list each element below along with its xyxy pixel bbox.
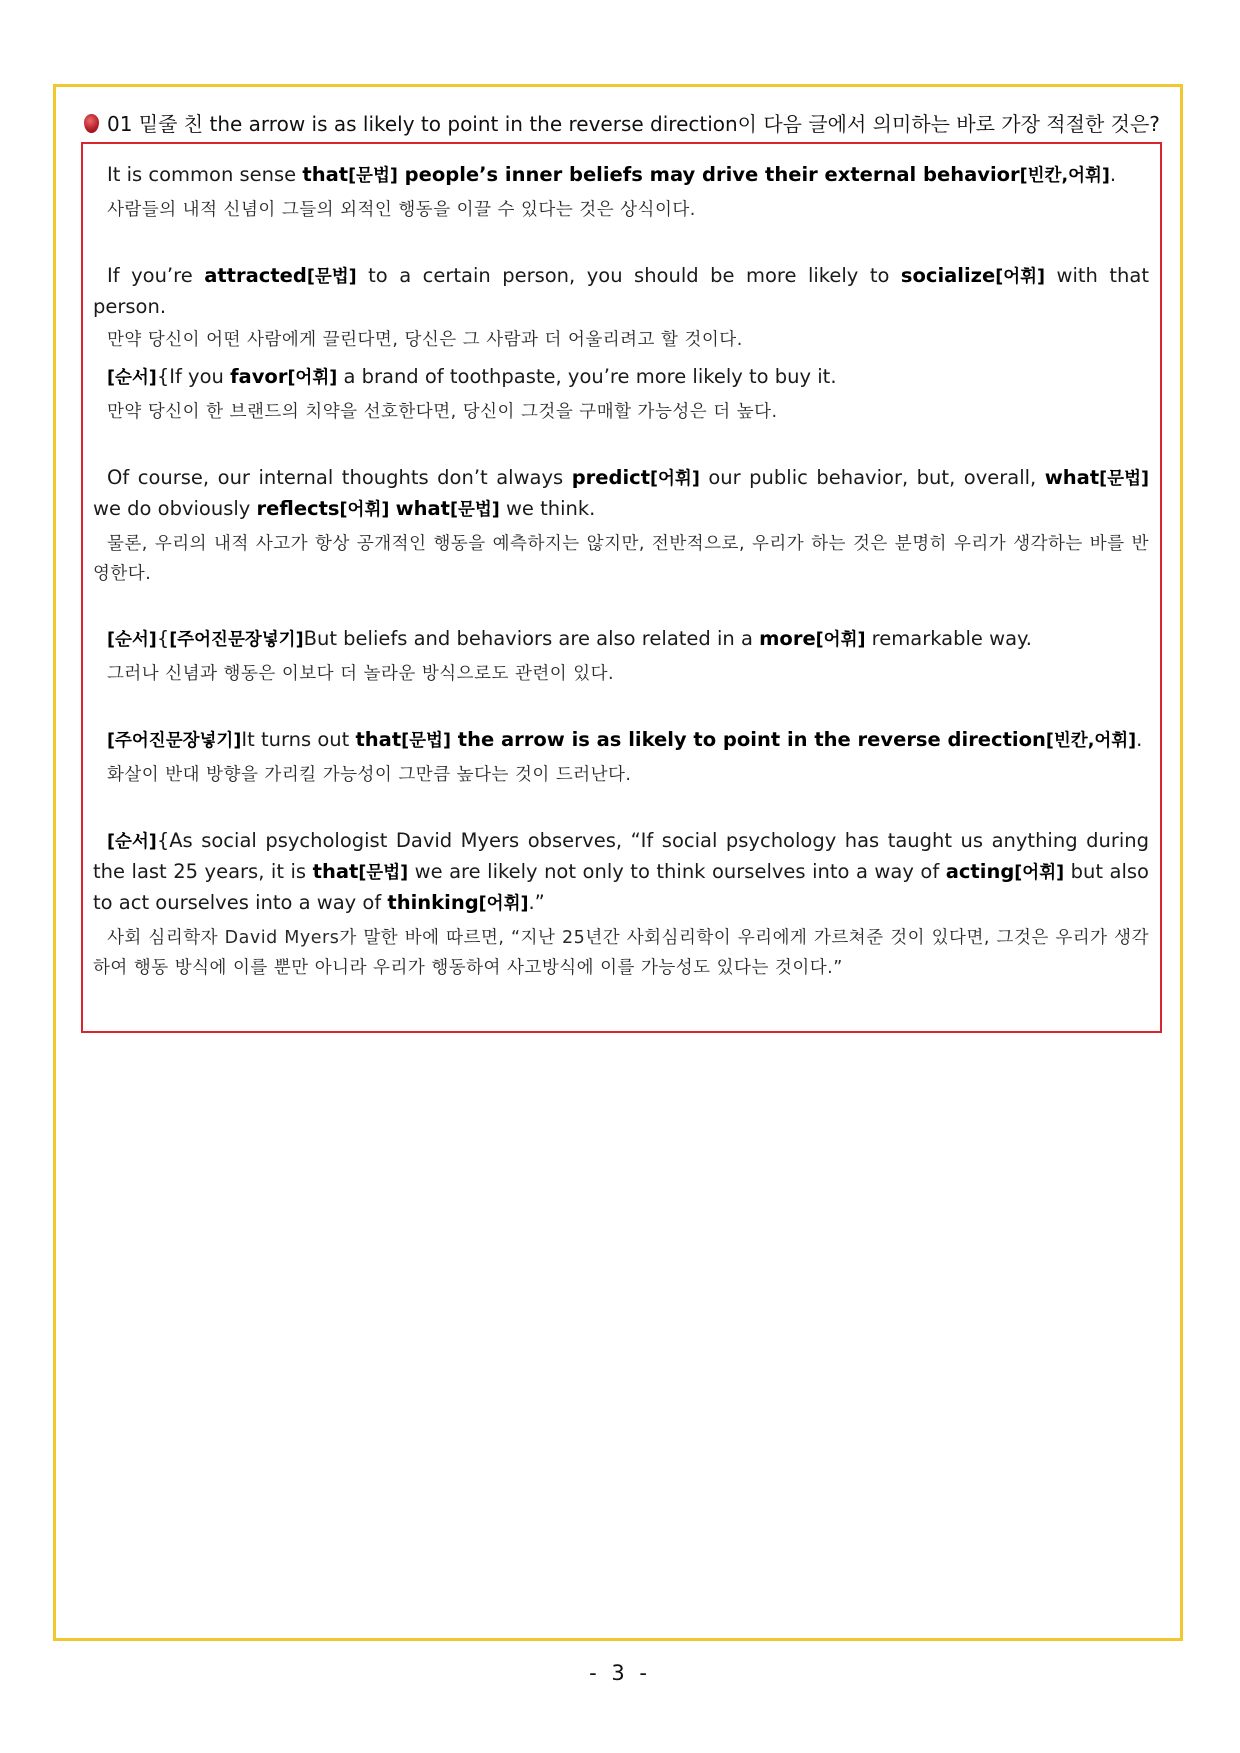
vocab-tag: [어휘] bbox=[287, 368, 338, 388]
vocab-tag: [어휘] bbox=[815, 630, 866, 650]
passage-paragraph-2 bbox=[93, 261, 1149, 355]
grammar-tag: [문법] bbox=[358, 863, 409, 883]
question-text: 밑줄 친 the arrow is as likely to point in the reverse direction이 다음 글에서 의미하는 바로 가장 적절한 것은? bbox=[138, 112, 1160, 136]
korean-translation: 물론, 우리의 내적 사고가 항상 공개적인 행동을 예측하지는 않지만, 전반적으로, 우리가 하는 것은 분명히 우리가 생각하는 바를 반영한다. bbox=[93, 534, 1149, 584]
question-header bbox=[84, 108, 1164, 140]
grammar-tag: [문법] bbox=[306, 267, 357, 287]
english-sentence: Of course, our internal thoughts don’t always predict[어휘] our public behavior, but, overall, what[문법] we do obviously reflects[어휘] what[문법] we think. bbox=[93, 466, 1149, 520]
korean-translation: 사회 심리학자 David Myers가 말한 바에 따르면, “지난 25년간 사회심리학이 우리에게 가르쳐준 것이 있다면, 그것은 우리가 생각하여 행동 방식에 이를 뿐만 아니라 우리가 행동하여 사고방식에 이를 가능성도 있다는 것이다.” bbox=[93, 928, 1149, 978]
vocab-tag: [어휘] bbox=[650, 469, 700, 489]
passage-paragraph-5 bbox=[93, 624, 1149, 689]
vocab-tag: [어휘] bbox=[339, 500, 390, 520]
page-number: - 3 - bbox=[589, 1661, 651, 1685]
english-sentence: If you’re attracted[문법] to a certain person, you should be more likely to socialize[어휘] with that person. bbox=[93, 264, 1149, 318]
korean-translation: 만약 당신이 한 브랜드의 치약을 선호한다면, 당신이 그것을 구매할 가능성은 더 높다. bbox=[107, 402, 778, 422]
vocab-tag: [어휘] bbox=[478, 894, 529, 914]
passage-paragraph-1 bbox=[93, 160, 1149, 225]
korean-translation: 사람들의 내적 신념이 그들의 외적인 행동을 이끌 수 있다는 것은 상식이다. bbox=[107, 200, 696, 220]
english-sentence: [순서]{As social psychologist David Myers observes, “If social psychology has taught us anything during the last 25 years, it is that[문법] we are likely not only to think ourselves into a way of acting[어휘] but also to act ourselves into a way of thinking[어휘].” bbox=[93, 829, 1149, 914]
insert-sentence-tag: [주어진문장넣기] bbox=[169, 630, 304, 650]
korean-translation: 만약 당신이 어떤 사람에게 끌린다면, 당신은 그 사람과 더 어울리려고 할 것이다. bbox=[107, 330, 743, 350]
insert-sentence-tag: [주어진문장넣기] bbox=[107, 731, 242, 751]
passage-paragraph-4 bbox=[93, 463, 1149, 589]
blank-vocab-tag: [빈칸,어휘] bbox=[1019, 166, 1110, 186]
grammar-tag: [문법] bbox=[1099, 469, 1149, 489]
english-sentence: It is common sense that[문법] people’s inner beliefs may drive their external behavior[빈칸,어휘]. bbox=[107, 163, 1117, 186]
vocab-tag: [어휘] bbox=[995, 267, 1046, 287]
question-number: 01 bbox=[107, 112, 133, 136]
grammar-tag: [문법] bbox=[401, 731, 451, 751]
english-sentence: [순서]{[주어진문장넣기]But beliefs and behaviors are also related in a more[어휘] remarkable way. bbox=[107, 627, 1032, 650]
vocab-tag: [어휘] bbox=[1014, 863, 1065, 883]
english-sentence: [순서]{If you favor[어휘] a brand of toothpaste, you’re more likely to buy it. bbox=[107, 365, 837, 388]
underlined-target-phrase: the arrow is as likely to point in the reverse direction bbox=[450, 728, 1046, 751]
english-sentence: [주어진문장넣기]It turns out that[문법] the arrow is as likely to point in the reverse direction[빈칸,어휘]. bbox=[107, 728, 1143, 751]
grammar-tag: [문법] bbox=[348, 166, 398, 186]
passage-paragraph-6 bbox=[93, 725, 1149, 790]
order-tag: [순서] bbox=[107, 630, 157, 650]
blank-vocab-tag: [빈칸,어휘] bbox=[1045, 731, 1137, 751]
order-tag: [순서] bbox=[107, 368, 157, 388]
passage-paragraph-3 bbox=[93, 362, 1149, 427]
grammar-tag: [문법] bbox=[449, 500, 500, 520]
passage-paragraph-7 bbox=[93, 826, 1149, 983]
order-tag: [순서] bbox=[107, 832, 157, 852]
bullet-icon bbox=[84, 114, 99, 133]
korean-translation: 화살이 반대 방향을 가리킬 가능성이 그만큼 높다는 것이 드러난다. bbox=[107, 765, 632, 785]
korean-translation: 그러나 신념과 행동은 이보다 더 놀라운 방식으로도 관련이 있다. bbox=[107, 664, 615, 684]
